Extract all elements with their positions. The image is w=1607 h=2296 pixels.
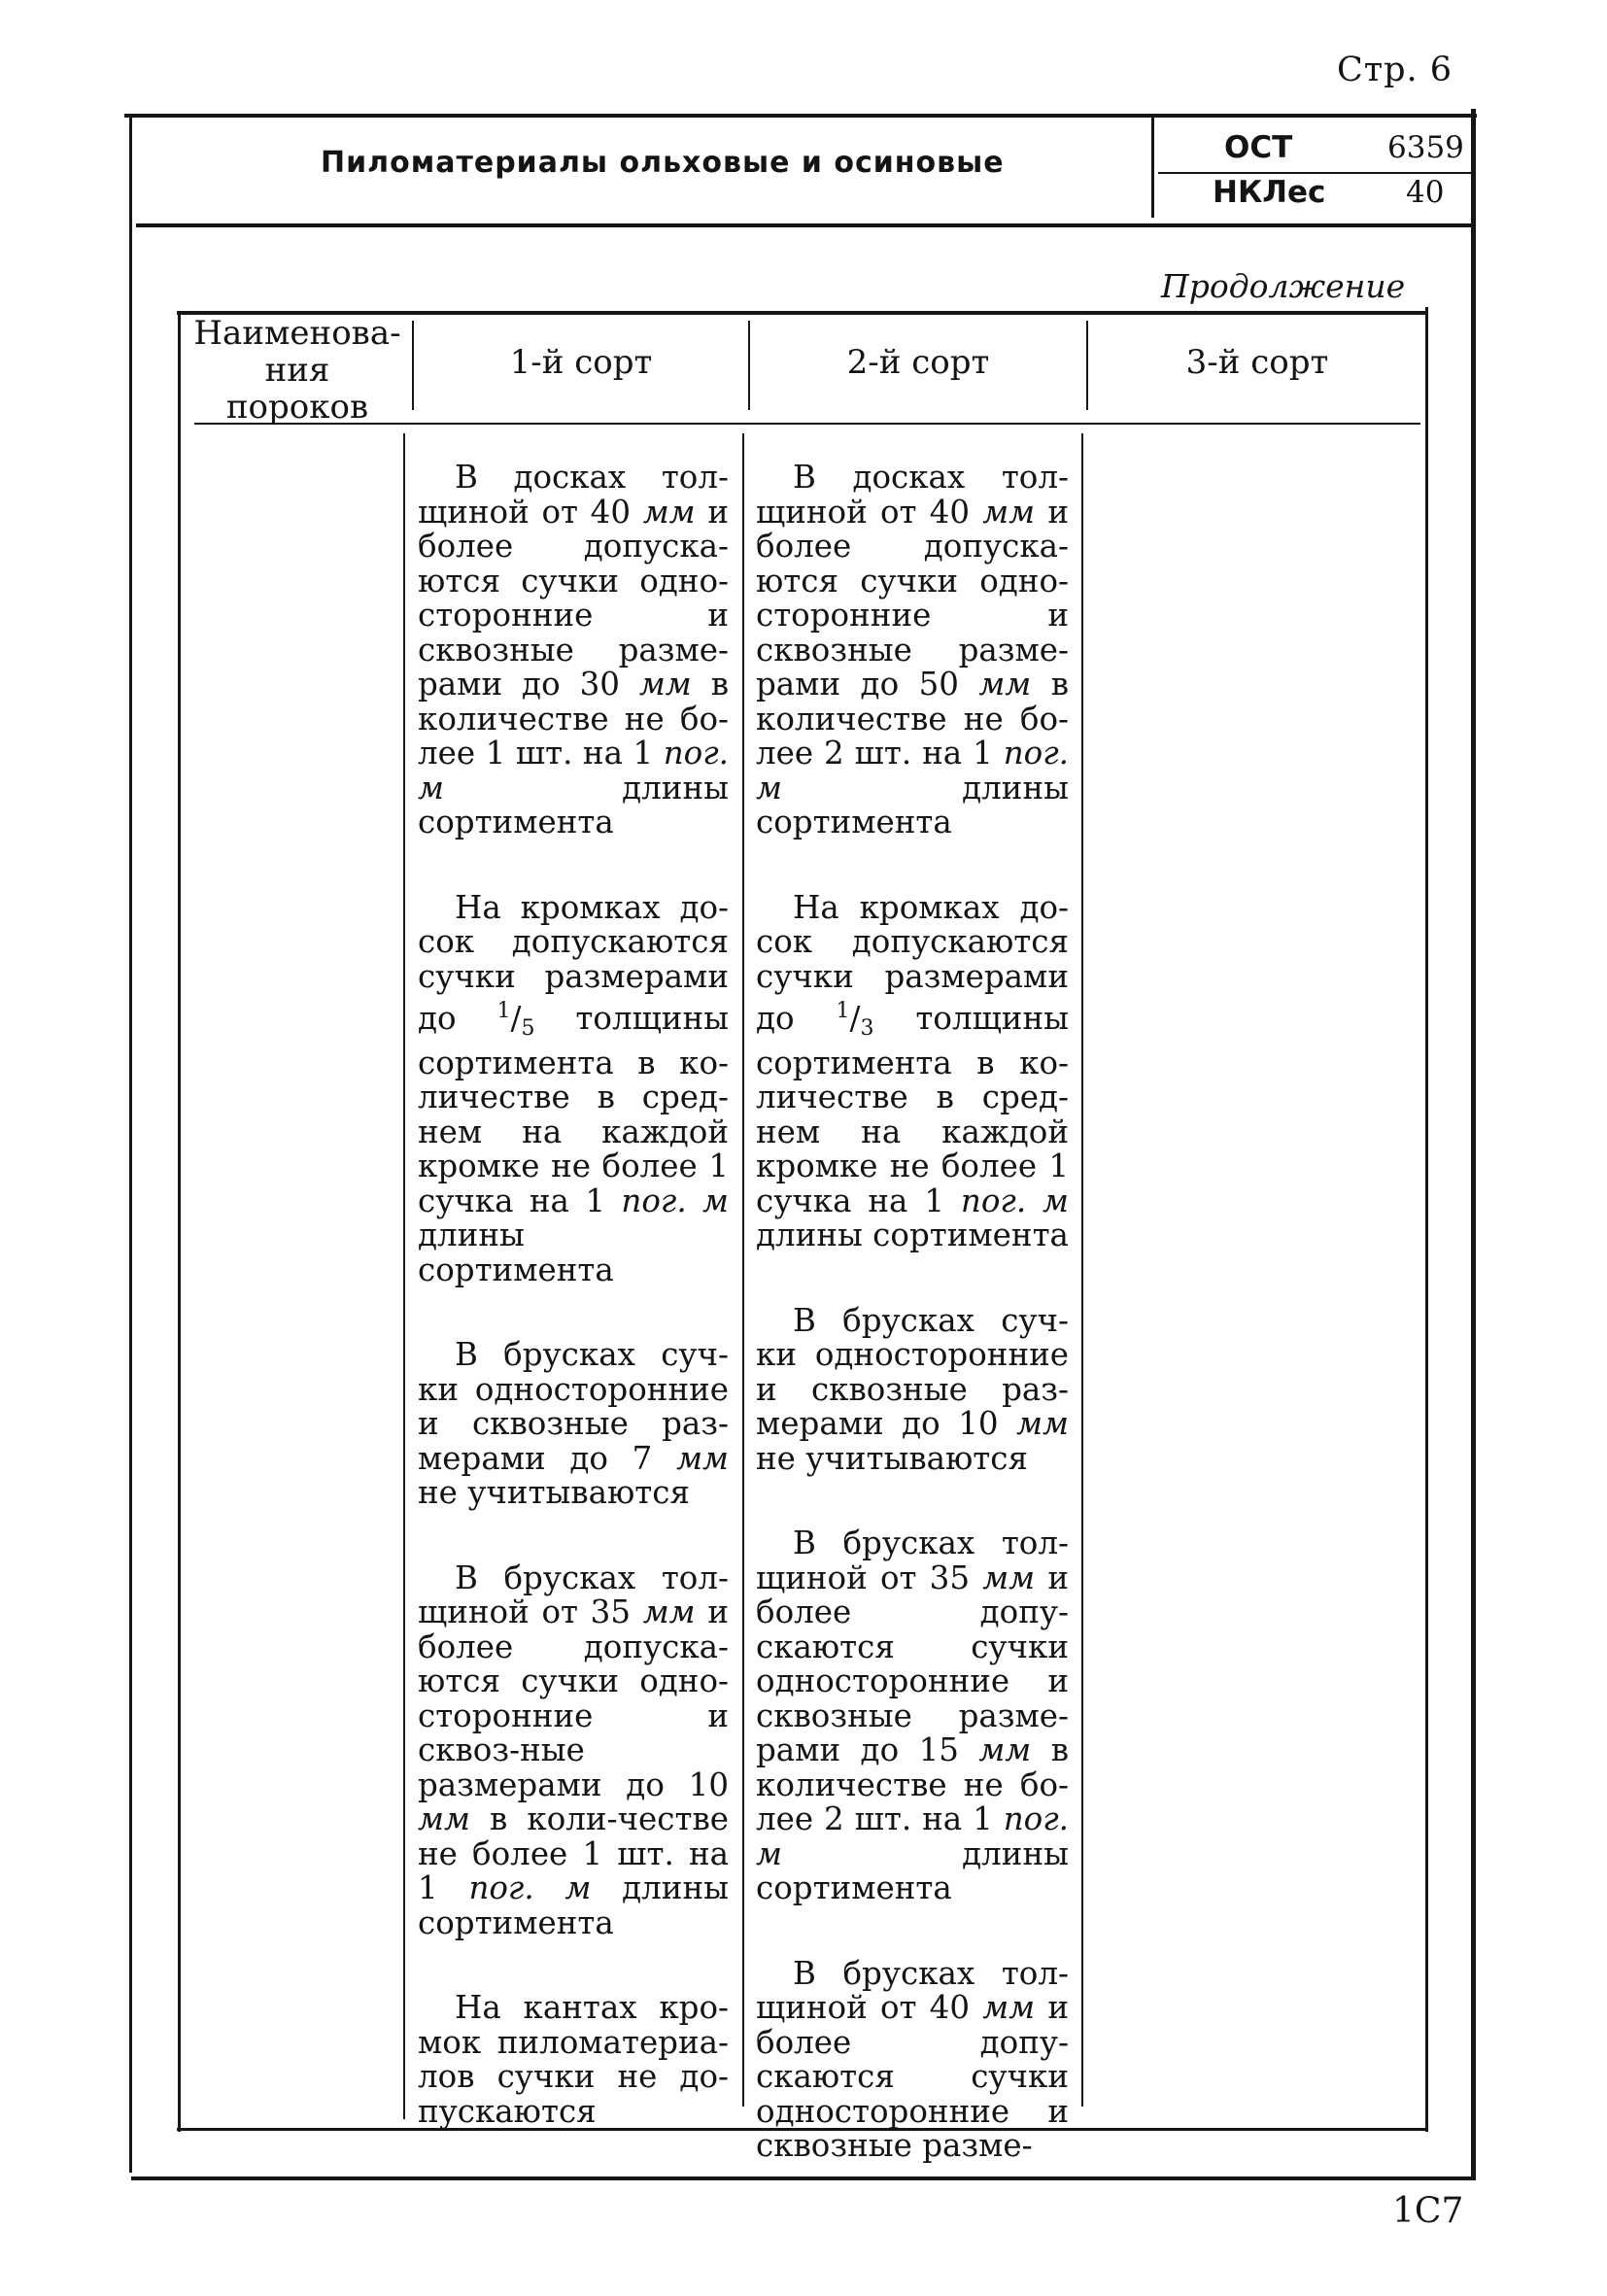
grade-1-paragraph: В брусках тол-щиной от 35 мм и более допуска-ются сучки одно-сторонние и сквоз-ные размерами до 10 мм в коли-честве не более 1 шт. на 1 пог. м длины сортимента: [418, 1559, 729, 1941]
header-cell-grade-2: 2-й сорт: [846, 343, 990, 382]
grade-1-paragraph: В досках тол-щиной от 40 мм и более допуска-ются сучки одно-сторонние и сквозные разме-рами до 30 мм в количестве не бо-лее 1 шт. на 1 пог. м длины сортимента: [418, 459, 729, 840]
header-col-divider-3: [1086, 321, 1088, 410]
standard-fraction-rule: [1158, 172, 1471, 174]
header-col-divider-2: [748, 321, 750, 410]
grade-2-paragraph: В брусках тол-щиной от 35 мм и более допу-скаются сучки односторонние и сквозные разме-рами до 15 мм в количестве не бо-лее 2 шт. на 1 пог. м длины сортимента: [756, 1525, 1069, 1906]
frame-right-rule: [1471, 109, 1476, 2180]
continuation-label: Продолжение: [1161, 267, 1406, 305]
header-cell-defects: Наименова- ния пороков: [193, 314, 401, 427]
grade-2-column: [756, 461, 1069, 2214]
page-number: 1С7: [1392, 2191, 1464, 2231]
header-cell-grade-1: 1-й сорт: [509, 343, 653, 382]
standard-number-bottom: 40: [1406, 175, 1445, 210]
grade-2-paragraph: В брусках суч-ки односторонние и сквозные раз-мерами до 10 мм не учитываются: [756, 1301, 1069, 1477]
standard-code-top: ОСТ: [1224, 130, 1293, 165]
body-col-divider-3: [1081, 433, 1083, 2107]
table-right-rule: [1425, 307, 1428, 2132]
grade-1-paragraph: В брусках суч-ки односторонние и сквозные раз-мерами до 7 мм не учитываются: [418, 1336, 729, 1511]
header-top-rule: [124, 114, 1477, 118]
grade-1-column: [418, 461, 729, 2179]
body-col-divider-1: [403, 433, 405, 2119]
document-title: Пиломатериалы ольховые и осиновые: [321, 146, 1005, 180]
header-cell-grade-3: 3-й сорт: [1185, 343, 1329, 382]
standard-code-bottom: НКЛес: [1213, 175, 1326, 210]
page-label: Стр. 6: [1337, 51, 1453, 89]
header-col-divider-1: [412, 321, 414, 410]
grade-1-paragraph: На кантах кро-мок пиломатериа-лов сучки не до-пускаются: [418, 1989, 729, 2130]
grade-2-paragraph: На кромках до-сок допускаются сучки размерами до $^1$/3 толщины сортимента в ко-личестве в сред-нем на каждой кромке не более 1 сучка на 1 пог. м длины сортимента: [756, 888, 1069, 1253]
header-bottom-rule: [136, 223, 1473, 227]
body-col-divider-2: [742, 433, 744, 2107]
standard-number-top: 6359: [1387, 130, 1464, 165]
grade-1-paragraph: На кромках до-сок допускаются сучки размерами до $^1$/5 толщины сортимента в ко-личестве в сред-нем на каждой кромке не более 1 сучка на 1 пог. м длины сортимента: [418, 888, 729, 1288]
grade-2-paragraph: В брусках тол-щиной от 40 мм и более допу-скаются сучки односторонние и сквозные разме-: [756, 1954, 1069, 2164]
header-left-rule: [129, 118, 132, 2173]
table-left-rule: [178, 315, 181, 2132]
grade-2-paragraph: В досках тол-щиной от 40 мм и более допуска-ются сучки одно-сторонние и сквозные разме-рами до 50 мм в количестве не бо-лее 2 шт. на 1 пог. м длины сортимента: [756, 459, 1069, 840]
header-divider: [1151, 118, 1154, 218]
